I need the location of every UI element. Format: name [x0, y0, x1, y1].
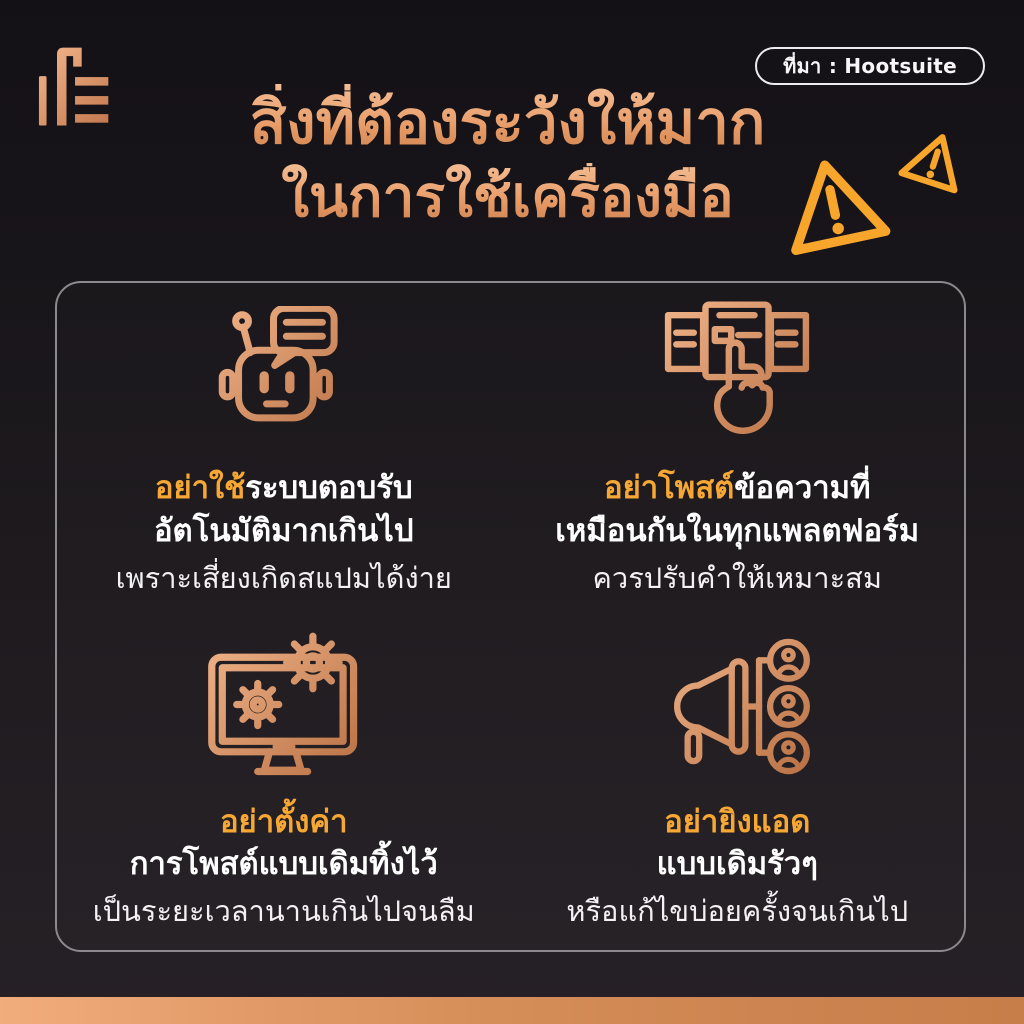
headline-rest: ระบบตอบรับ [245, 470, 413, 506]
warning-item-same-message [511, 283, 965, 617]
warning-headline [657, 801, 818, 887]
source-badge-label: ที่มา : Hootsuite [783, 54, 957, 78]
warning-subtext: เป็นระยะเวลานานเกินไปจนลืม [92, 894, 475, 929]
warning-subtext: ควรปรับคำให้เหมาะสม [592, 560, 882, 595]
source-badge [755, 47, 985, 85]
warnings-card [55, 281, 966, 952]
megaphone-audience-icon [658, 633, 816, 780]
headline-line2: แบบเดิมรัวๆ [656, 846, 818, 883]
warning-headline [555, 467, 919, 553]
warning-item-default-settings [57, 617, 511, 951]
title-line2: ในการใช้เครื่องมือ [0, 163, 1015, 231]
warning-headline [154, 467, 414, 553]
warning-item-ads [511, 617, 965, 951]
headline-highlight: อย่าตั้งค่า [219, 803, 348, 840]
multi-platform-post-icon [661, 300, 813, 446]
headline-highlight: อย่าใช้ [154, 470, 246, 506]
warning-subtext: เพราะเสี่ยงเกิดสแปมได้ง่าย [115, 560, 452, 595]
headline-highlight: อย่าโพสต์ [603, 470, 735, 506]
footer-accent-bar [0, 997, 1024, 1024]
chatbot-icon [204, 306, 364, 440]
headline-highlight: อย่ายิงแอด [664, 803, 811, 840]
warning-triangle-icon [771, 146, 895, 262]
warning-headline [130, 801, 438, 887]
monitor-gears-icon [205, 631, 363, 782]
title-line1: สิ่งที่ต้องระวังให้มาก [0, 84, 1015, 163]
warning-subtext: หรือแก้ไขบ่อยครั้งจนเกินไป [566, 894, 909, 929]
warning-item-autoreply [57, 283, 511, 617]
headline-line2: เหมือนกันในทุกแพลตฟอร์ม [555, 512, 920, 549]
headline-rest: ข้อความที่ [734, 470, 871, 506]
headline-line2: อัตโนมัติมากเกินไป [153, 512, 414, 549]
headline-line2: การโพสต์แบบเดิมทิ้งไว้ [129, 846, 438, 883]
